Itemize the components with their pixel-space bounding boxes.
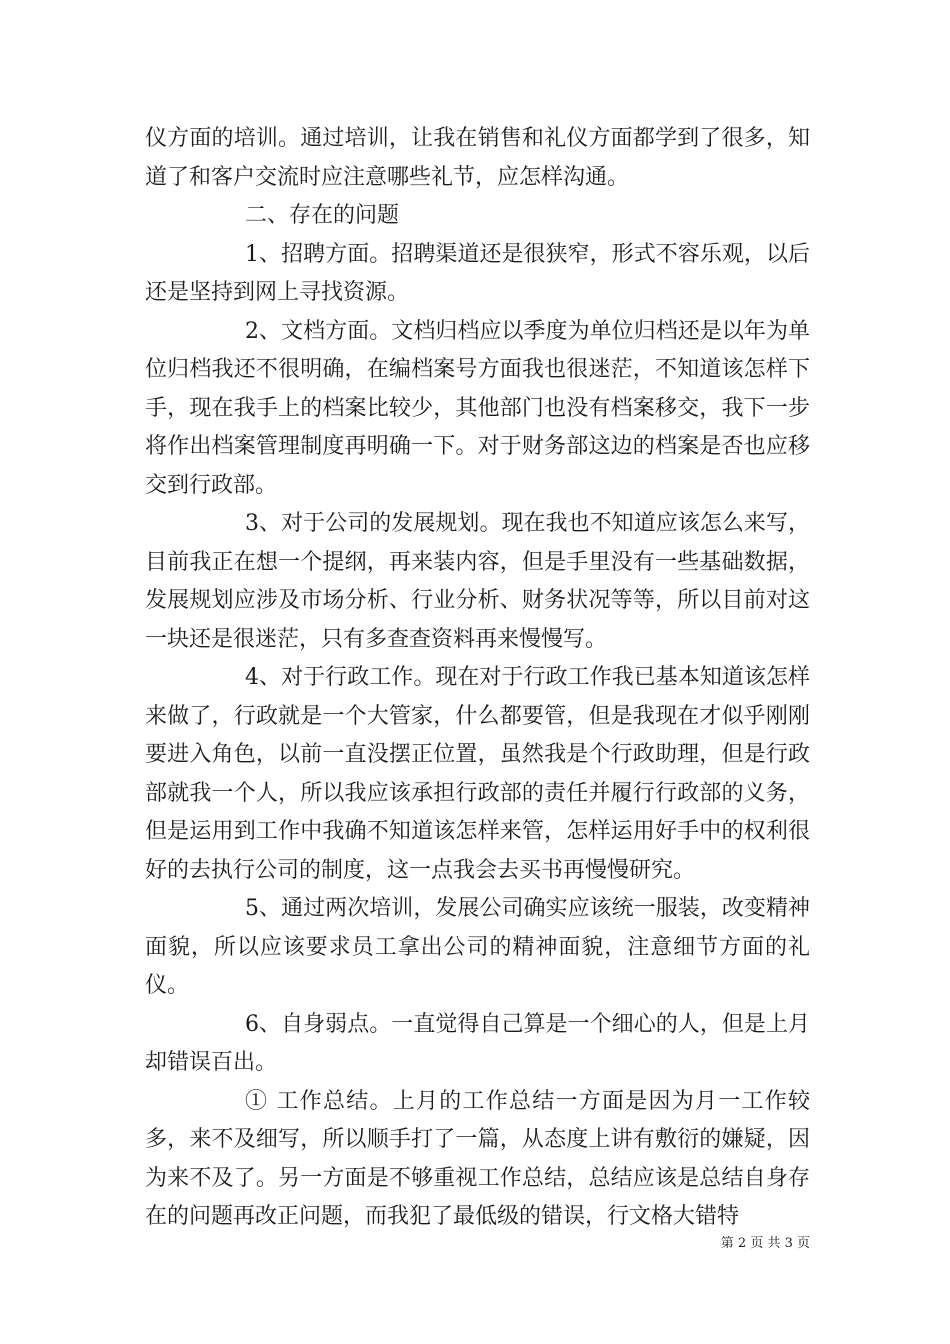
paragraph-training: 5、通过两次培训，发展公司确实应该统一服装，改变精神面貌，所以应该要求员工拿出公司的精神面貌，注意细节方面的礼仪。 (145, 896, 810, 998)
section-heading: 二、存在的问题 (245, 203, 400, 228)
paragraph-recruitment: 1、招聘方面。招聘渠道还是很狭窄，形式不容乐观，以后还是坚持到网上寻找资源。 (145, 241, 810, 305)
page-number: 第 2 页 共 3 页 (720, 1236, 810, 1251)
paragraph-archives: 2、文档方面。文档归档应以季度为单位归档还是以年为单位归档我还不很明确，在编档案号方面我也很迷茫，不知道该怎样下手，现在我手上的档案比较少，其他部门也没有档案移交，我下一步将作出档案管理制度再明确一下。对于财务部这边的档案是否也应移交到行政部。 (145, 318, 810, 498)
paragraph-weakness: 6、自身弱点。一直觉得自己算是一个细心的人，但是上月却错误百出。 (145, 1011, 810, 1075)
paragraph-admin-work: 4、对于行政工作。现在对于行政工作我已基本知道该怎样来做了，行政就是一个大管家，什么都要管，但是我现在才似乎刚刚要进入角色，以前一直没摆正位置，虽然我是个行政助理，但是行政部就我一个人，所以我应该承担行政部的责任并履行行政部的义务，但是运用到工作中我确不知道该怎样来管，怎样运用好手中的权利很好的去执行公司的制度，这一点我会去买书再慢慢研究。 (145, 665, 810, 883)
document-body (145, 120, 810, 1237)
paragraph-development-plan: 3、对于公司的发展规划。现在我也不知道应该怎么来写，目前我正在想一个提纲，再来装内容，但是手里没有一些基础数据，发展规划应涉及市场分析、行业分析、财务状况等等，所以目前对这一块还是很迷茫，只有多查查资料再来慢慢写。 (145, 511, 810, 652)
paragraph-continuation: 仪方面的培训。通过培训，让我在销售和礼仪方面都学到了很多，知道了和客户交流时应注意哪些礼节，应怎样沟通。 (145, 126, 810, 190)
paragraph-work-summary: ① 工作总结。上月的工作总结一方面是因为月一工作较多，来不及细写，所以顺手打了一篇，从态度上讲有敷衍的嫌疑，因为来不及了。另一方面是不够重视工作总结，总结应该是总结自身存在的问题再改正问题，而我犯了最低级的错误，行文格大错特 (145, 1088, 810, 1229)
